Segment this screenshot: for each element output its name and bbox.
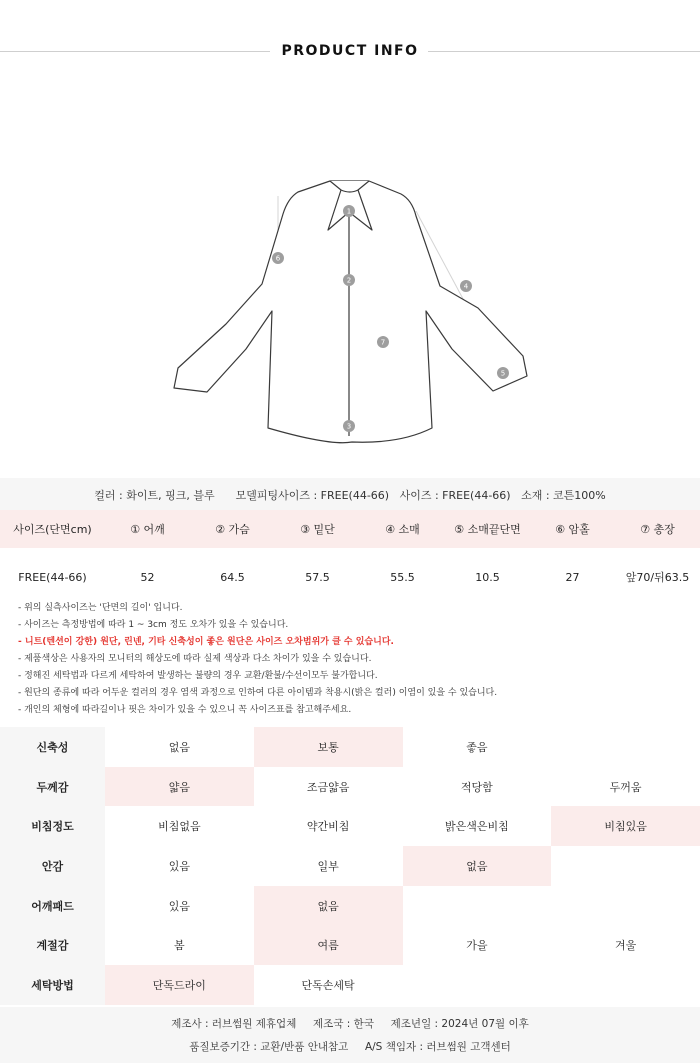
fabric-option: 단독손세탁 xyxy=(301,978,355,992)
marker-7-label: 7 xyxy=(380,338,386,347)
size-value-armhole: 27 xyxy=(565,570,580,584)
fabric-row-label: 신축성 xyxy=(0,727,105,767)
fabric-row xyxy=(0,727,700,767)
section-title: PRODUCT INFO xyxy=(281,43,419,59)
model-size-info: 모델피팅사이즈 : FREE(44-66) xyxy=(235,489,390,502)
size-info: 사이즈 : FREE(44-66) xyxy=(399,489,511,502)
fabric-option xyxy=(551,965,700,1005)
marker-5 xyxy=(497,367,509,379)
warranty-line: 품질보증기간 : 교환/반품 안내참고 A/S 책임자 : 러브썸원 고객센터 xyxy=(189,1041,511,1053)
fabric-row xyxy=(0,767,700,807)
fabric-option-selected: 없음 xyxy=(254,886,403,926)
fabric-row-label: 두께감 xyxy=(0,767,105,807)
product-summary-line xyxy=(0,487,700,503)
fabric-option: 두꺼움 xyxy=(609,780,642,794)
fabric-option: 비침없음 xyxy=(158,820,201,834)
marker-3-label: 3 xyxy=(346,422,352,431)
size-value-chest: 64.5 xyxy=(220,570,245,584)
fabric-row-label: 비침정도 xyxy=(0,806,105,846)
fabric-row xyxy=(0,925,700,965)
size-table xyxy=(0,510,700,606)
size-header-size: 사이즈(단면cm) xyxy=(0,510,105,548)
fabric-option-selected: 없음 xyxy=(403,846,552,886)
shirt-illustration xyxy=(0,106,700,478)
fabric-row-label: 안감 xyxy=(0,846,105,886)
size-header-length: ⑦ 총장 xyxy=(615,510,700,548)
fabric-option-selected: 얇음 xyxy=(105,767,254,807)
fabric-row xyxy=(0,965,700,1005)
fabric-option: 가을 xyxy=(466,939,488,953)
size-value-sleeve-end: 10.5 xyxy=(475,570,500,584)
marker-7 xyxy=(377,336,389,348)
fabric-row xyxy=(0,846,700,886)
fabric-row xyxy=(0,806,700,846)
marker-5-label: 5 xyxy=(500,369,506,378)
fabric-row-label: 어깨패드 xyxy=(0,886,105,926)
manufacturer-footer xyxy=(0,1007,700,1063)
fabric-option: 겨울 xyxy=(614,939,637,953)
size-value-hem: 57.5 xyxy=(305,570,330,584)
fabric-option: 약간비침 xyxy=(306,820,350,834)
size-header-sleeve-end: ⑤ 소매끝단면 xyxy=(445,510,530,548)
size-header-sleeve: ④ 소매 xyxy=(360,510,445,548)
size-header-hem: ③ 밑단 xyxy=(275,510,360,548)
size-value-shoulder: 52 xyxy=(140,570,155,584)
fabric-option-selected: 여름 xyxy=(254,925,403,965)
manufacturer-line: 제조사 : 러브썸원 제휴업체 제조국 : 한국 제조년일 : 2024년 07월 이후 xyxy=(171,1018,529,1030)
fabric-option xyxy=(403,886,552,926)
product-summary-band xyxy=(0,478,700,510)
fabric-row-label: 세탁방법 xyxy=(0,965,105,1005)
fabric-option: 봄 xyxy=(174,939,185,953)
fabric-option xyxy=(551,727,700,767)
marker-4-label: 4 xyxy=(463,282,469,291)
marker-1-label: 1 xyxy=(346,207,352,216)
marker-4 xyxy=(460,280,472,292)
measurement-diagram xyxy=(0,106,700,478)
size-value-sleeve: 55.5 xyxy=(390,570,415,584)
color-info: 컬러 : 화이트, 핑크, 블루 xyxy=(94,489,215,502)
shirt-outline xyxy=(174,181,527,443)
fabric-option: 조금얇음 xyxy=(306,780,350,794)
fabric-option-selected: 보통 xyxy=(254,727,403,767)
marker-2 xyxy=(343,274,355,286)
fabric-option xyxy=(551,846,700,886)
product-info-header xyxy=(0,0,700,106)
note-warning: - 니트(텐션이 강한) 원단, 린넨, 기타 신축성이 좋은 원단은 사이즈 오차범위가 클 수 있습니다. xyxy=(18,637,394,647)
fabric-option-selected: 비침있음 xyxy=(551,806,700,846)
size-value-size: FREE(44-66) xyxy=(18,570,87,584)
note-item: - 위의 실측사이즈는 '단면의 길이' 입니다. xyxy=(18,603,183,613)
fabric-info-table xyxy=(0,727,700,1005)
note-item: - 제품색상은 사용자의 모니터의 해상도에 따라 실제 색상과 다소 차이가 있을 수 있습니다. xyxy=(18,654,372,664)
marker-2-label: 2 xyxy=(346,276,352,285)
note-item: - 정해진 세탁법과 다르게 세탁하여 발생하는 불량의 경우 교환/환불/수선이모두 불가합니다. xyxy=(18,671,378,681)
marker-6-label: 6 xyxy=(275,254,281,263)
fabric-option: 적당함 xyxy=(460,780,493,794)
size-value-length: 앞70/뒤63.5 xyxy=(625,571,690,584)
note-item: - 사이즈는 측정방법에 따라 1 ~ 3cm 정도 오차가 있을 수 있습니다. xyxy=(18,620,289,630)
material-info: 소재 : 코튼100% xyxy=(521,489,606,502)
table-row xyxy=(0,548,700,606)
size-header-armhole: ⑥ 암홀 xyxy=(530,510,615,548)
note-item: - 원단의 종류에 따라 어두운 컬러의 경우 염색 과정으로 인하여 다른 아이템과 착용시(밝은 컬러) 이염이 있을 수 있습니다. xyxy=(18,688,498,698)
fabric-option: 없음 xyxy=(168,740,190,754)
marker-3 xyxy=(343,420,355,432)
note-item: - 개인의 체형에 따라길이나 핏은 차이가 있을 수 있으니 꼭 사이즈표를 참고해주세요. xyxy=(18,705,352,715)
fabric-option xyxy=(403,965,552,1005)
size-header-chest: ② 가슴 xyxy=(190,510,275,548)
fabric-option: 있음 xyxy=(168,899,190,913)
fabric-row-label: 계절감 xyxy=(0,925,105,965)
fabric-option xyxy=(551,886,700,926)
marker-1 xyxy=(343,205,355,217)
fabric-option-selected: 단독드라이 xyxy=(105,965,254,1005)
size-table-header xyxy=(0,510,700,548)
fabric-option: 일부 xyxy=(317,859,339,873)
size-header-shoulder: ① 어깨 xyxy=(105,510,190,548)
fabric-row xyxy=(0,886,700,926)
fabric-option: 밝은색은비침 xyxy=(444,820,509,834)
header-divider-right xyxy=(428,51,700,52)
size-notes xyxy=(18,600,688,719)
fabric-option: 있음 xyxy=(168,859,190,873)
fabric-option: 좋음 xyxy=(466,740,488,754)
marker-6 xyxy=(272,252,284,264)
